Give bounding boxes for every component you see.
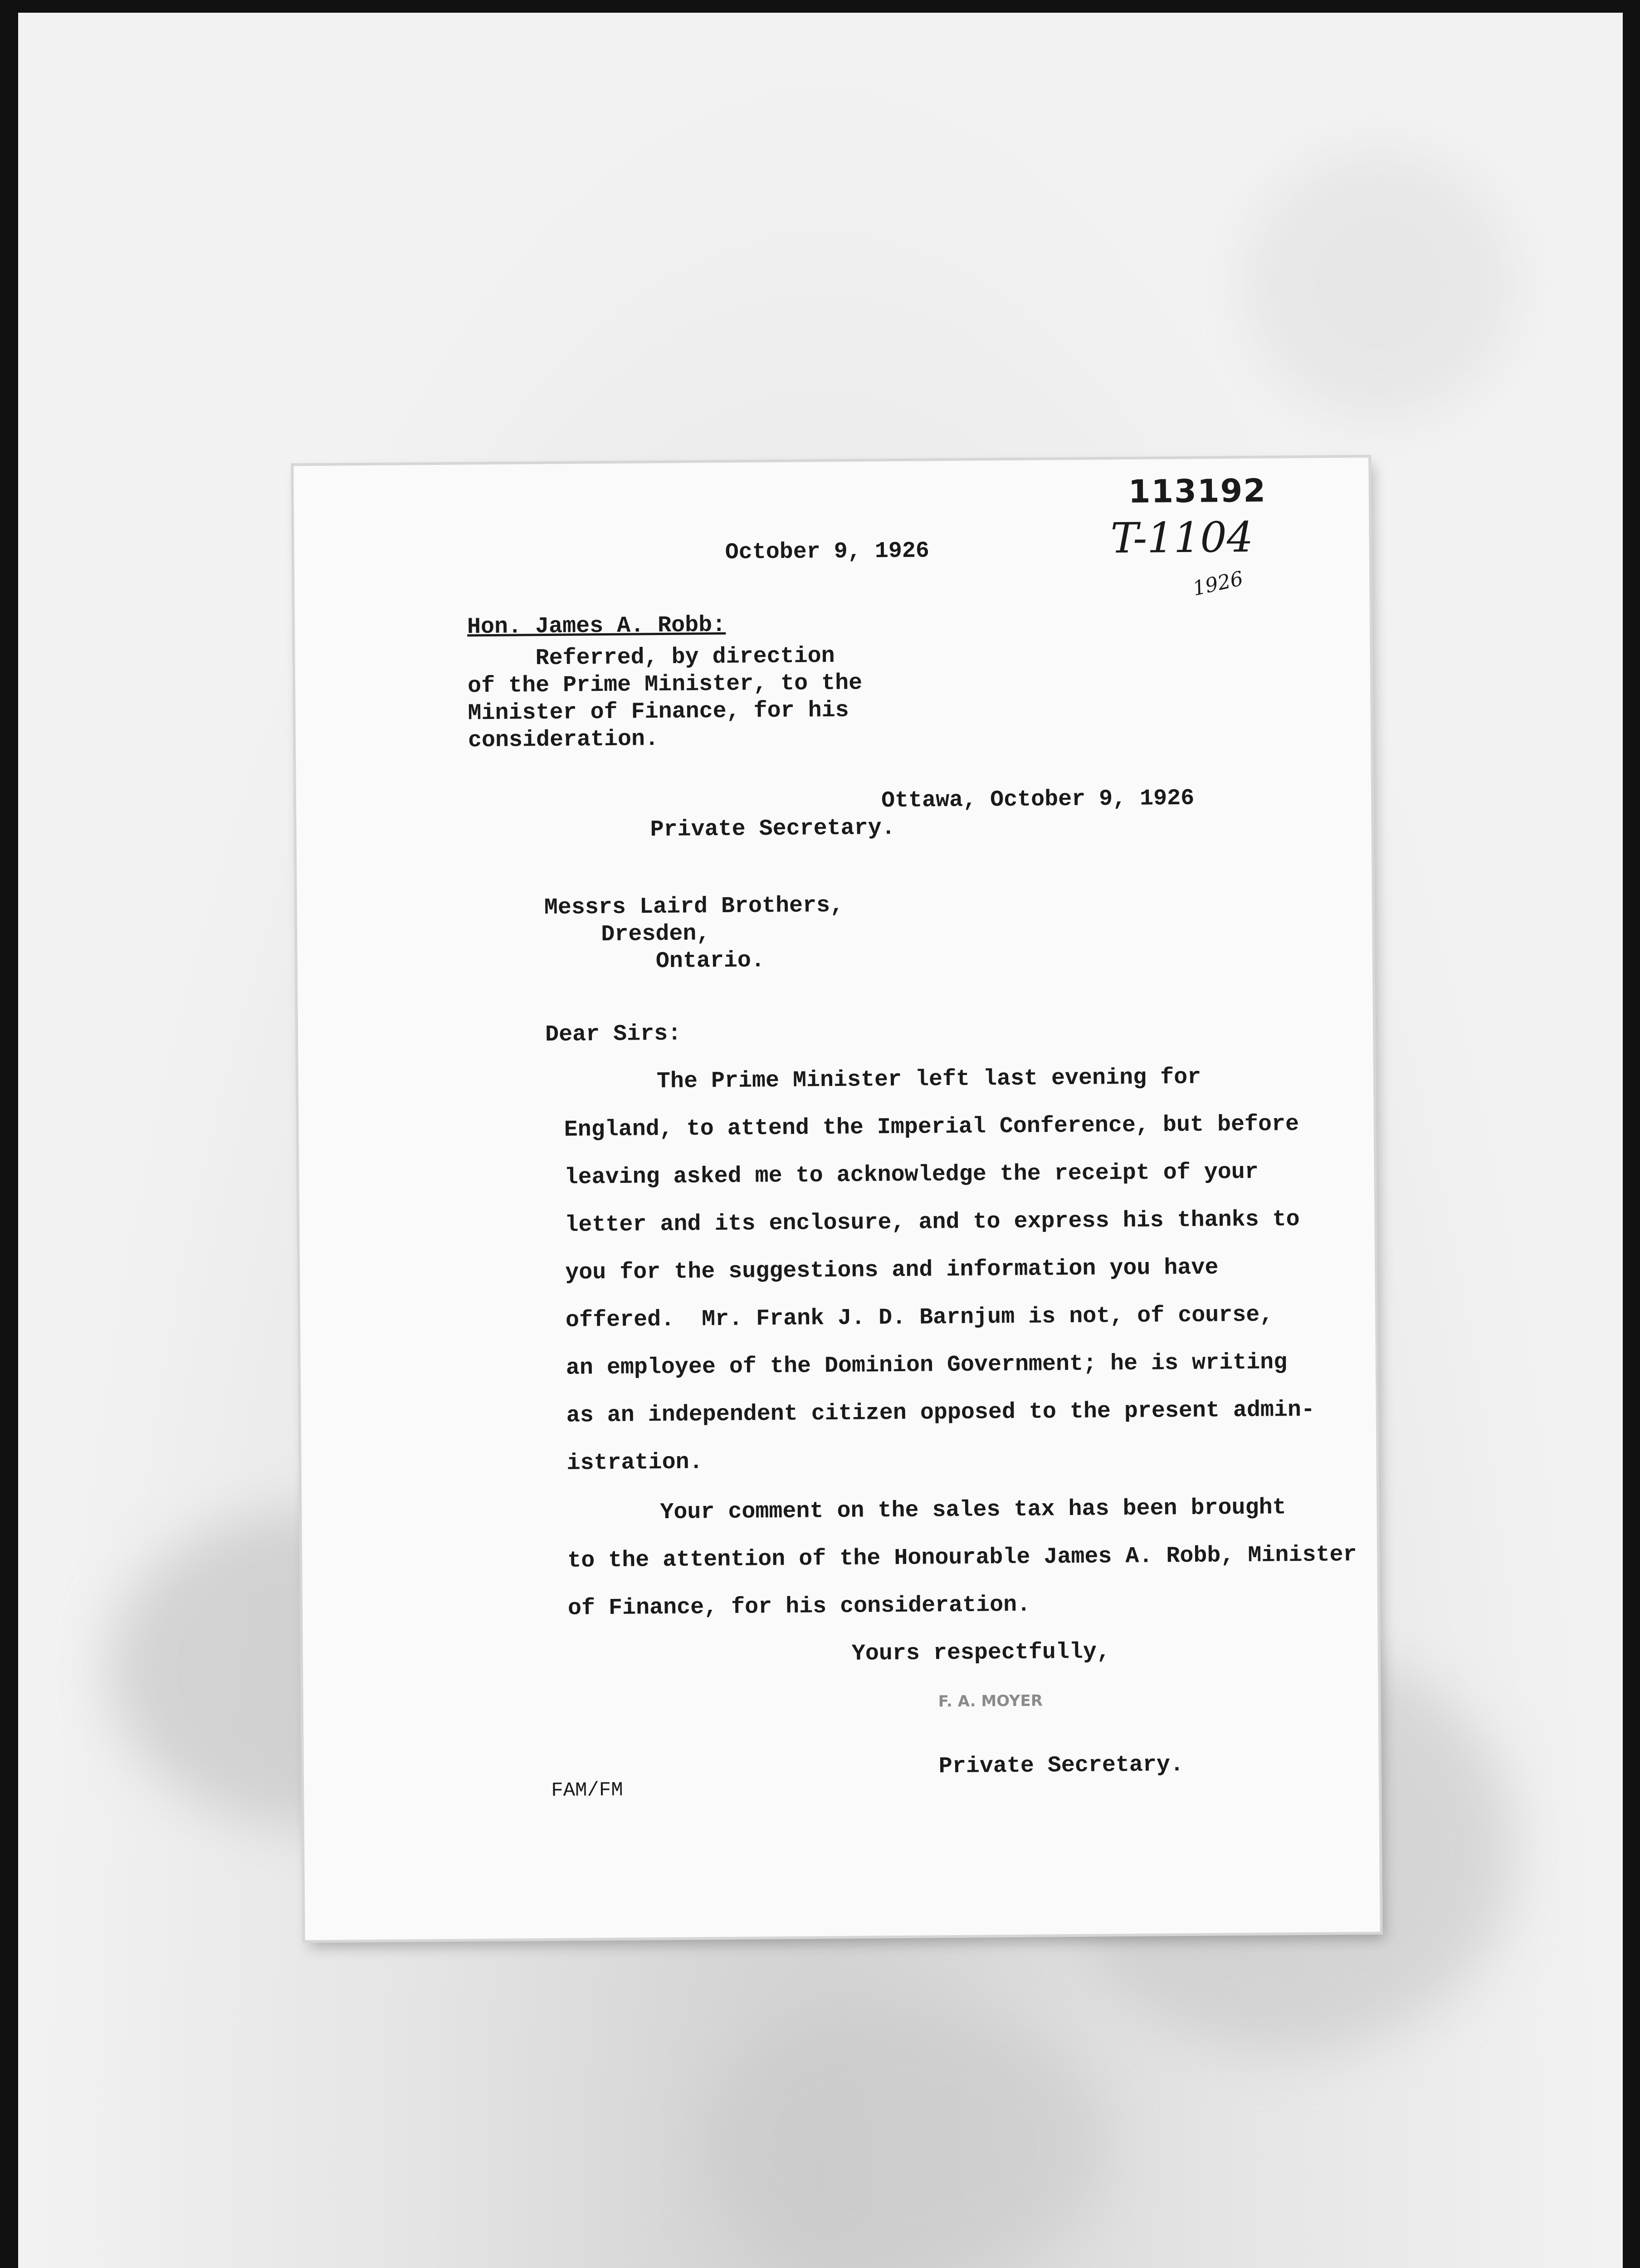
document-number: 113192 bbox=[1128, 472, 1267, 510]
referral-addressee: Hon. James A. Robb: bbox=[467, 612, 726, 640]
closing: Yours respectfully, bbox=[851, 1639, 1111, 1667]
body-line: of Finance, for his consideration. bbox=[567, 1592, 1031, 1622]
referral-line: Referred, by direction bbox=[535, 643, 835, 672]
handwritten-reference: T-1104 bbox=[1110, 513, 1254, 563]
body-line: England, to attend the Imperial Conference, but before bbox=[564, 1111, 1299, 1143]
referral-line: consideration. bbox=[468, 726, 659, 754]
body-line: Your comment on the sales tax has been brought bbox=[660, 1495, 1286, 1526]
smudge bbox=[1243, 149, 1515, 421]
recipient-town: Dresden, bbox=[601, 921, 710, 948]
body-line: leaving asked me to acknowledge the receipt of your bbox=[564, 1159, 1259, 1191]
recipient-province: Ontario. bbox=[655, 948, 765, 975]
body-line: an employee of the Dominion Government; he is writing bbox=[566, 1349, 1288, 1381]
typist-initials: FAM/FM bbox=[551, 1779, 623, 1802]
signature-stamp: F. A. MOYER bbox=[938, 1691, 1043, 1711]
referral-signoff: Private Secretary. bbox=[650, 815, 895, 843]
salutation: Dear Sirs: bbox=[545, 1021, 682, 1048]
signature-title: Private Secretary. bbox=[938, 1752, 1184, 1780]
body-line: to the attention of the Honourable James A. Robb, Minister bbox=[567, 1542, 1357, 1574]
referral-line: Minister of Finance, for his bbox=[468, 697, 849, 727]
body-line: istration. bbox=[566, 1449, 703, 1476]
handwritten-year: 1926 bbox=[1191, 567, 1245, 601]
body-line: letter and its enclosure, and to express his thanks to bbox=[565, 1206, 1300, 1238]
typed-letter bbox=[293, 458, 1380, 1941]
smudge bbox=[698, 2009, 1107, 2268]
place-date: Ottawa, October 9, 1926 bbox=[881, 785, 1195, 814]
body-line: as an independent citizen opposed to the present admin- bbox=[566, 1397, 1315, 1429]
archive-mount-board bbox=[18, 13, 1623, 2268]
referral-line: of the Prime Minister, to the bbox=[467, 670, 863, 699]
body-line: you for the suggestions and information you have bbox=[565, 1255, 1219, 1286]
body-line: offered. Mr. Frank J. D. Barnjum is not, of course, bbox=[565, 1302, 1274, 1334]
recipient-name: Messrs Laird Brothers, bbox=[544, 892, 844, 921]
top-date: October 9, 1926 bbox=[725, 538, 930, 566]
body-line: The Prime Minister left last evening for bbox=[656, 1064, 1201, 1095]
